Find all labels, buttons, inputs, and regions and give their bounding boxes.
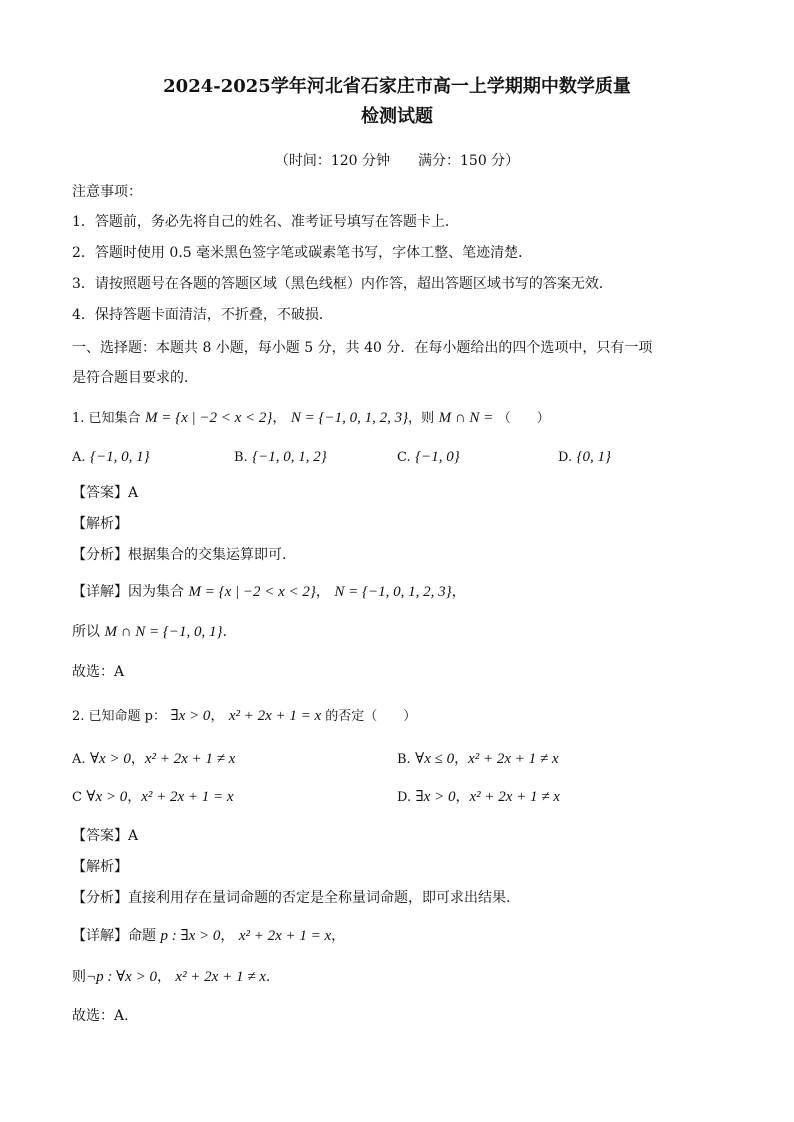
q2-detail-sep: ， [220, 928, 235, 944]
q1-answer: 【答案】A [72, 485, 139, 501]
q1-so-expr: M ∩ N = {−1, 0, 1} [104, 624, 223, 640]
q2-answer: 【答案】A [72, 828, 139, 844]
option-value: {−1, 0} [415, 449, 460, 465]
option-quantifier: ∃x > 0 [415, 789, 456, 805]
option-label: D. [397, 790, 412, 805]
option-label: A. [72, 450, 86, 465]
q1-so [72, 622, 227, 642]
q1-detail [72, 582, 466, 602]
q1-so-prefix: 所以 [72, 624, 100, 640]
notice-heading: 注意事项： [72, 184, 142, 200]
q1-analysis: 【解析】 [72, 516, 128, 532]
q1-set-n: N = {−1, 0, 1, 2, 3} [290, 410, 409, 426]
option-equation: x² + 2x + 1 ≠ x [144, 751, 236, 767]
q2-analysis: 【解析】 [72, 859, 128, 875]
option-label: C [72, 790, 82, 805]
q2-prefix: 2. 已知命题 p： [72, 709, 166, 724]
section-heading-cont: 是符合题目要求的． [72, 370, 198, 386]
q1-prefix: 1. 已知集合 [72, 411, 141, 426]
notice-item: 4．保持答题卡面清洁，不折叠，不破损． [72, 307, 333, 323]
q2-expr1: ∃x > 0 [170, 708, 211, 724]
q2-detail-prefix: 【详解】命题 [72, 928, 156, 944]
q1-mid: ，则 [408, 411, 435, 426]
q2-then-expr1: ¬p : ∀x > 0 [86, 969, 157, 985]
notice-item: 3．请按照题号在各题的答题区域（黑色线框）内作答，超出答题区域书写的答案无效． [72, 276, 613, 292]
q1-paren: （ ） [497, 411, 550, 426]
notice-item: 2．答题时使用 0.5 毫米黑色签字笔或碳素笔书写，字体工整、笔迹清楚． [72, 245, 533, 261]
q1-choose: 故选：A [72, 664, 125, 680]
q2-choose: 故选：A. [72, 1008, 129, 1024]
q2-option-d[interactable]: D. ∃x > 0，x² + 2x + 1 ≠ x [397, 789, 560, 805]
option-value: {−1, 0, 1} [89, 449, 150, 465]
q2-detail [72, 926, 345, 946]
q2-then [72, 967, 270, 987]
option-equation: x² + 2x + 1 = x [141, 789, 234, 805]
exam-info: （时间：120 分钟 满分：150 分） [274, 153, 520, 169]
option-quantifier: ∀x > 0 [89, 751, 131, 767]
option-quantifier: ∀x ≤ 0 [415, 751, 455, 767]
q2-suffix: 的否定（ ） [321, 709, 417, 724]
title-line-2: 检测试题 [361, 106, 433, 127]
option-value: {0, 1} [576, 449, 612, 465]
q1-detail-n: N = {−1, 0, 1, 2, 3} [334, 584, 452, 600]
option-label: C. [397, 450, 411, 465]
option-value: {−1, 0, 1, 2} [252, 449, 327, 465]
q2-then-expr2: x² + 2x + 1 ≠ x [175, 969, 266, 985]
q1-sep: ， [272, 410, 287, 426]
q2-expr2: x² + 2x + 1 = x [228, 708, 322, 724]
question-1-stem [72, 408, 550, 429]
q2-option-c[interactable]: C ∀x > 0，x² + 2x + 1 = x [72, 789, 234, 805]
option-equation: x² + 2x + 1 ≠ x [468, 751, 559, 767]
section-heading: 一、选择题：本题共 8 小题，每小题 5 分，共 40 分．在每小题给出的四个选项中，只有一项 [72, 340, 653, 356]
title-line-1: 2024-2025学年河北省石家庄市高一上学期期中数学质量 [163, 76, 631, 97]
q1-fenxi: 【分析】根据集合的交集运算即可. [72, 547, 287, 563]
q2-then-prefix: 则 [72, 969, 86, 985]
q2-then-sep: ， [156, 969, 171, 985]
q1-option-c[interactable] [397, 446, 460, 469]
option-quantifier: ∀x > 0 [86, 789, 128, 805]
option-label: B. [234, 450, 248, 465]
option-equation: x² + 2x + 1 ≠ x [469, 789, 560, 805]
q2-then-end: . [265, 969, 271, 985]
q1-option-a[interactable] [72, 446, 150, 469]
q1-option-d[interactable] [558, 446, 611, 469]
q1-detail-m: M = {x | −2 < x < 2} [188, 584, 316, 600]
q1-expr: M ∩ N = [438, 410, 494, 426]
q1-detail-end: ， [451, 584, 466, 600]
q1-so-end: . [222, 624, 227, 640]
q1-detail-prefix: 【详解】因为集合 [72, 584, 184, 600]
q2-detail-expr2: x² + 2x + 1 = x [238, 928, 332, 944]
q2-detail-expr1: p : ∃x > 0 [160, 928, 221, 944]
question-2-stem [72, 706, 416, 727]
option-label: D. [558, 450, 573, 465]
q1-option-b[interactable] [234, 446, 327, 469]
q2-fenxi: 【分析】直接利用存在量词命题的否定是全称量词命题，即可求出结果. [72, 890, 511, 906]
q2-option-a[interactable]: A. ∀x > 0，x² + 2x + 1 ≠ x [72, 751, 236, 767]
option-label: B. [397, 752, 411, 767]
q1-detail-sep: ， [315, 584, 330, 600]
q2-sep: ， [210, 708, 225, 724]
q1-set-m: M = {x | −2 < x < 2} [145, 410, 273, 426]
option-label: A. [72, 752, 86, 767]
q2-option-b[interactable]: B. ∀x ≤ 0，x² + 2x + 1 ≠ x [397, 751, 559, 767]
notice-item: 1．答题前，务必先将自己的姓名、准考证号填写在答题卡上． [72, 214, 459, 230]
q2-detail-end: ， [331, 928, 346, 944]
